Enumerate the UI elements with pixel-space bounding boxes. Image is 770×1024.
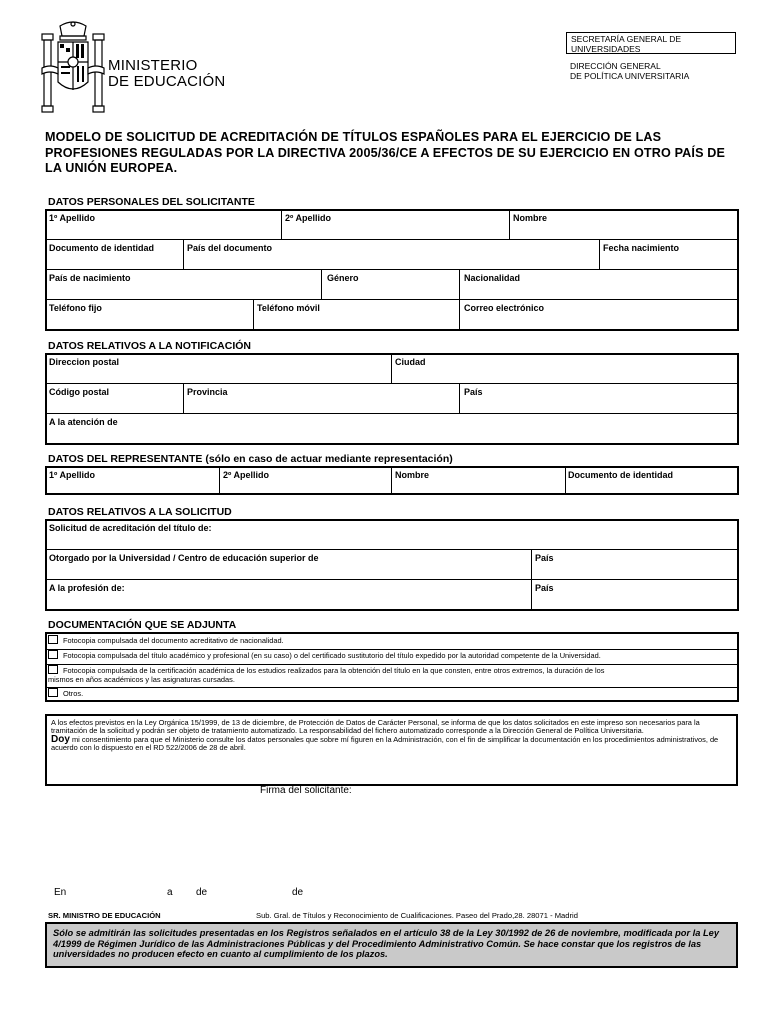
field-pais-universidad[interactable]: País (535, 553, 554, 563)
title-line-3: LA UNIÓN EUROPEA. (45, 161, 178, 175)
field-rep-apellido2[interactable]: 2º Apellido (223, 470, 269, 480)
date-de-label-1: de (196, 887, 208, 898)
ministry-line-1: MINISTERIO (108, 57, 198, 74)
section-notificacion-heading: DATOS RELATIVOS A LA NOTIFICACIÓN (48, 340, 251, 352)
doc-item-titulo: Fotocopia compulsada del título académico y profesional (en su caso) o del certificado sustitutorio del título expedido por la autoridad competente de la Universidad. (63, 651, 601, 660)
field-rep-apellido1[interactable]: 1º Apellido (49, 470, 95, 480)
legal-notice-box (45, 714, 738, 786)
field-ciudad[interactable]: Ciudad (395, 357, 426, 367)
field-correo[interactable]: Correo electrónico (464, 303, 545, 313)
field-provincia[interactable]: Provincia (187, 387, 228, 397)
title-line-2: PROFESIONES REGULADAS POR LA DIRECTIVA 2005/36/CE A EFECTOS DE SU EJERCICIO EN OTRO PAÍS DE (45, 145, 726, 160)
doc-item-nacionalidad: Fotocopia compulsada del documento acreditativo de nacionalidad. (63, 636, 284, 645)
date-de-label-2: de (292, 887, 304, 898)
direccion-general (570, 62, 689, 81)
section-solicitud-heading: DATOS RELATIVOS A LA SOLICITUD (48, 506, 232, 518)
doc-item-certificacion-1: Fotocopia compulsada de la certificación académica de los estudios realizados para la obtención del título en la que consten, entre otros extremos, la duración de los (63, 666, 605, 675)
address-label: Sub. Gral. de Títulos y Reconocimiento de Cualificaciones. Paseo del Prado,28. 28071 - Madrid (256, 911, 578, 920)
date-a-label: a (167, 887, 173, 898)
field-rep-nombre[interactable]: Nombre (395, 470, 430, 480)
field-pais-profesion[interactable]: País (535, 583, 554, 593)
direccion-line-1: DIRECCIÓN GENERAL (570, 61, 661, 71)
signature-label: Firma del solicitante: (260, 785, 352, 796)
consent-paragraph (51, 733, 732, 753)
checkbox-titulo[interactable] (48, 650, 58, 659)
secretaria-box (566, 32, 736, 54)
form-title (45, 130, 745, 177)
doc-item-otros: Otros. (63, 689, 84, 698)
field-apellido2[interactable]: 2º Apellido (285, 213, 331, 223)
title-line-1: MODELO DE SOLICITUD DE ACREDITACIÓN DE TÍTULOS ESPAÑOLES PARA EL EJERCICIO DE LAS (45, 130, 662, 144)
solicitud-box (45, 519, 739, 611)
field-rep-documento[interactable]: Documento de identidad (568, 470, 674, 480)
representante-box (45, 466, 739, 495)
field-telefono-movil[interactable]: Teléfono móvil (257, 303, 320, 313)
section-representante-heading: DATOS DEL REPRESENTANTE (sólo en caso de actuar mediante representación) (48, 453, 453, 465)
checkbox-otros[interactable] (48, 688, 58, 697)
field-fecha-nacimiento[interactable]: Fecha nacimiento (603, 243, 680, 253)
field-profesion[interactable]: A la profesión de: (49, 583, 125, 593)
field-acreditacion[interactable]: Solicitud de acreditación del título de: (49, 523, 212, 533)
registry-notice: Sólo se admitirán las solicitudes presentadas en los Registros señalados en el artículo 38 de la Ley 30/1992 de 26 de noviembre, modificada por la Ley 4/1999 de Régimen Jurídico de las Administraciones Públicas y del Procedimiento Administrativo Común. Se hace constar que los registros de las universidades no producen efecto en cuanto al cumplimiento de los plazos. (45, 922, 738, 968)
legal-paragraph: A los efectos previstos en la Ley Orgánica 15/1999, de 13 de diciembre, de Protección de Datos de Carácter Personal, se informa de que los datos solicitados en este impreso son necesarios para la tramitación de la solicitud y podrán ser objeto de tratamiento automatizado. La responsabilidad del fichero automatizado corresponde a la Dirección General de Política Universitaria. (51, 718, 700, 736)
direccion-line-2: DE POLÍTICA UNIVERSITARIA (570, 70, 690, 81)
recipient-label: SR. MINISTRO DE EDUCACIÓN (48, 911, 161, 920)
field-otorgado[interactable]: Otorgado por la Universidad / Centro de educación superior de (49, 553, 319, 563)
field-apellido1[interactable]: 1º Apellido (49, 213, 95, 223)
ministry-name (108, 58, 225, 90)
notificacion-box (45, 353, 739, 445)
doc-item-certificacion-2: mismos en años académicos y las asignaturas cursadas. (48, 675, 235, 684)
secretaria-line-2: UNIVERSIDADES (571, 43, 641, 54)
field-atencion[interactable]: A la atención de (49, 417, 118, 427)
section-personal-heading: DATOS PERSONALES DEL SOLICITANTE (48, 196, 255, 208)
section-documentacion-heading: DOCUMENTACIÓN QUE SE ADJUNTA (48, 619, 237, 631)
field-pais-documento[interactable]: País del documento (187, 243, 273, 253)
field-documento[interactable]: Documento de identidad (49, 243, 155, 253)
field-nacionalidad[interactable]: Nacionalidad (464, 273, 521, 283)
date-en-label: En (54, 887, 67, 898)
signature-area[interactable] (260, 800, 560, 880)
field-genero[interactable]: Género (327, 273, 359, 283)
coat-of-arms-icon (40, 20, 106, 116)
field-pais[interactable]: País (464, 387, 483, 397)
ministry-line-2: DE EDUCACIÓN (108, 73, 226, 90)
secretaria-line-1: SECRETARÍA GENERAL DE (571, 34, 682, 44)
field-telefono-fijo[interactable]: Teléfono fijo (49, 303, 102, 313)
consent-doy: Doy (51, 733, 70, 745)
field-codigo-postal[interactable]: Código postal (49, 387, 109, 397)
personal-data-box (45, 209, 739, 331)
consent-text: mi consentimiento para que el Ministerio consulte los datos personales que sobre mí figuren en la Administración, con el fin de simplificar la documentación en los procedimientos administrativos, de acuerdo con lo dispuesto en el RD 522/2006 de 28 de abril. (51, 734, 719, 752)
field-direccion-postal[interactable]: Direccion postal (49, 357, 120, 367)
field-nombre[interactable]: Nombre (513, 213, 548, 223)
checkbox-nacionalidad[interactable] (48, 635, 58, 644)
field-pais-nacimiento[interactable]: País de nacimiento (49, 273, 131, 283)
checkbox-certificacion[interactable] (48, 665, 58, 674)
